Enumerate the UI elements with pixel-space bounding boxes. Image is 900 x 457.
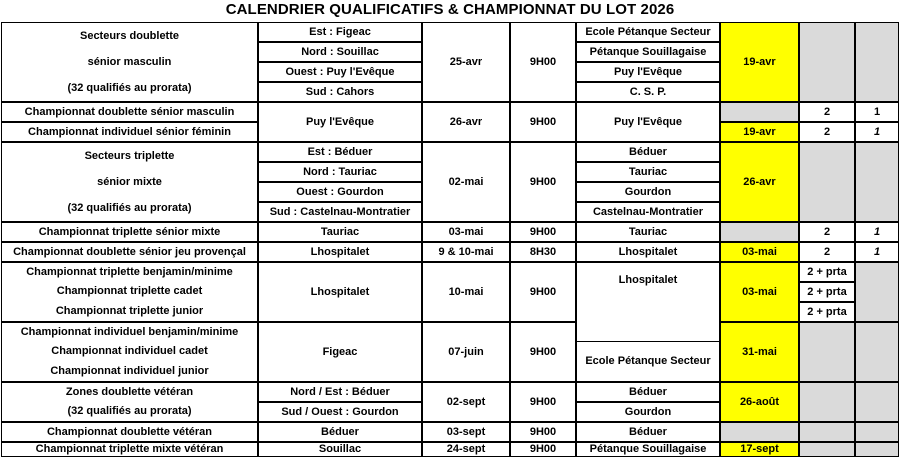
time-cell: 9H00 xyxy=(510,382,576,422)
place-cell: Sud / Ouest : Gourdon xyxy=(258,402,422,422)
organizer-cell: Ecole Pétanque Secteur xyxy=(576,22,720,42)
date-cell: 26-avr xyxy=(422,102,510,142)
qualified-cell-empty xyxy=(855,142,899,222)
quota-cell: 2 + prta xyxy=(799,262,855,282)
quota-cell-empty xyxy=(799,422,855,442)
event-line: Secteurs doublette xyxy=(79,29,180,42)
deadline-cell-empty xyxy=(720,422,799,442)
organizer-cell: Puy l'Evêque xyxy=(576,62,720,82)
deadline-cell-empty xyxy=(720,222,799,242)
deadline-cell: 26-avr xyxy=(720,142,799,222)
organizer-cell: Gourdon xyxy=(576,182,720,202)
event-cell: Championnat doublette vétéran xyxy=(1,422,258,442)
qualified-cell-empty xyxy=(855,262,899,322)
organizer-cell: Gourdon xyxy=(576,402,720,422)
place-cell: Est : Figeac xyxy=(258,22,422,42)
quota-cell: 2 xyxy=(799,222,855,242)
quota-cell-empty xyxy=(799,442,855,457)
date-cell: 25-avr xyxy=(422,22,510,102)
event-line: Championnat triplette benjamin/minime xyxy=(26,266,233,279)
time-cell: 9H00 xyxy=(510,142,576,222)
organizer-cell: Puy l'Evêque xyxy=(576,102,720,142)
quota-cell-empty xyxy=(799,382,855,422)
time-cell: 9H00 xyxy=(510,222,576,242)
time-cell: 9H00 xyxy=(510,102,576,142)
organizer-cell: Béduer xyxy=(576,142,720,162)
date-cell: 07-juin xyxy=(422,322,510,382)
quota-cell: 2 xyxy=(799,242,855,262)
deadline-cell-empty xyxy=(720,102,799,122)
place-cell: Est : Béduer xyxy=(258,142,422,162)
date-cell: 9 & 10-mai xyxy=(422,242,510,262)
quota-cell: 2 + prta xyxy=(799,282,855,302)
organizer-cell: Lhospitalet xyxy=(576,242,720,262)
event-cell: Championnat triplette mixte vétéran xyxy=(1,442,258,457)
page-title: CALENDRIER QUALIFICATIFS & CHAMPIONNAT DU LOT 2026 xyxy=(225,1,675,18)
place-cell: Lhospitalet xyxy=(258,242,422,262)
quota-cell-empty xyxy=(799,322,855,382)
place-cell: Puy l'Evêque xyxy=(258,102,422,142)
event-line: sénior masculin xyxy=(87,55,172,68)
event-line: (32 qualifiés au prorata) xyxy=(67,201,192,214)
place-cell: Figeac xyxy=(258,322,422,382)
event-cell: Championnat doublette sénior jeu provençal xyxy=(1,242,258,262)
event-cell xyxy=(1,22,258,102)
event-cell xyxy=(1,262,258,322)
time-cell: 9H00 xyxy=(510,322,576,382)
event-cell xyxy=(1,322,258,382)
deadline-cell: 03-mai xyxy=(720,242,799,262)
organizer-cell: C. S. P. xyxy=(576,82,720,102)
organizer-cell: Pétanque Souillagaise xyxy=(576,42,720,62)
organizer-cell: Tauriac xyxy=(576,162,720,182)
date-cell: 03-mai xyxy=(422,222,510,242)
date-cell: 02-sept xyxy=(422,382,510,422)
qualified-cell-empty xyxy=(855,422,899,442)
event-line: sénior mixte xyxy=(97,175,162,188)
deadline-cell: 03-mai xyxy=(720,262,799,322)
event-line: (32 qualifiés au prorata) xyxy=(67,81,192,94)
deadline-cell: 17-sept xyxy=(720,442,799,457)
organizer-cell: Tauriac xyxy=(576,222,720,242)
event-cell: Championnat triplette sénior mixte xyxy=(1,222,258,242)
place-cell: Sud : Cahors xyxy=(258,82,422,102)
qualified-cell: 1 xyxy=(855,102,899,122)
place-cell: Ouest : Puy l'Evêque xyxy=(258,62,422,82)
time-cell: 9H00 xyxy=(510,22,576,102)
deadline-cell: 19-avr xyxy=(720,122,799,142)
date-cell: 10-mai xyxy=(422,262,510,322)
organizer-cell: Béduer xyxy=(576,382,720,402)
place-cell: Ouest : Gourdon xyxy=(258,182,422,202)
qualified-cell: 1 xyxy=(855,242,899,262)
event-line: Championnat individuel cadet xyxy=(51,345,208,358)
event-line: Championnat individuel benjamin/minime xyxy=(20,326,239,339)
qualified-cell-empty xyxy=(855,442,899,457)
time-cell: 9H00 xyxy=(510,422,576,442)
qualified-cell-empty xyxy=(855,382,899,422)
place-cell: Tauriac xyxy=(258,222,422,242)
organizer-cell: Lhospitalet xyxy=(576,262,720,342)
place-cell: Béduer xyxy=(258,422,422,442)
time-cell: 8H30 xyxy=(510,242,576,262)
place-cell: Nord : Souillac xyxy=(258,42,422,62)
deadline-cell: 31-mai xyxy=(720,322,799,382)
event-line: (32 qualifiés au prorata) xyxy=(67,405,192,417)
place-cell: Lhospitalet xyxy=(258,262,422,322)
date-cell: 24-sept xyxy=(422,442,510,457)
place-cell: Souillac xyxy=(258,442,422,457)
quota-cell: 2 xyxy=(799,102,855,122)
event-line: Secteurs triplette xyxy=(84,149,175,162)
place-cell: Nord : Tauriac xyxy=(258,162,422,182)
event-cell xyxy=(1,382,258,422)
qualified-cell-empty xyxy=(855,322,899,382)
organizer-cell: Ecole Pétanque Secteur xyxy=(576,342,720,382)
time-cell: 9H00 xyxy=(510,262,576,322)
organizer-cell: Béduer xyxy=(576,422,720,442)
quota-cell: 2 xyxy=(799,122,855,142)
event-cell: Championnat individuel sénior féminin xyxy=(1,122,258,142)
deadline-cell: 19-avr xyxy=(720,22,799,102)
quota-cell-empty xyxy=(799,142,855,222)
qualified-cell: 1 xyxy=(855,222,899,242)
event-line: Zones doublette vétéran xyxy=(65,386,194,398)
place-cell: Nord / Est : Béduer xyxy=(258,382,422,402)
organizer-cell: Pétanque Souillagaise xyxy=(576,442,720,457)
quota-cell: 2 + prta xyxy=(799,302,855,322)
date-cell: 03-sept xyxy=(422,422,510,442)
event-line: Championnat triplette junior xyxy=(55,304,204,317)
qualified-cell: 1 xyxy=(855,122,899,142)
time-cell: 9H00 xyxy=(510,442,576,457)
event-line: Championnat triplette cadet xyxy=(56,285,203,298)
event-cell xyxy=(1,142,258,222)
organizer-cell: Castelnau-Montratier xyxy=(576,202,720,222)
qualified-cell-empty xyxy=(855,22,899,102)
place-cell: Sud : Castelnau-Montratier xyxy=(258,202,422,222)
event-cell: Championnat doublette sénior masculin xyxy=(1,102,258,122)
quota-cell-empty xyxy=(799,22,855,102)
event-line: Championnat individuel junior xyxy=(50,364,209,377)
date-cell: 02-mai xyxy=(422,142,510,222)
deadline-cell: 26-août xyxy=(720,382,799,422)
